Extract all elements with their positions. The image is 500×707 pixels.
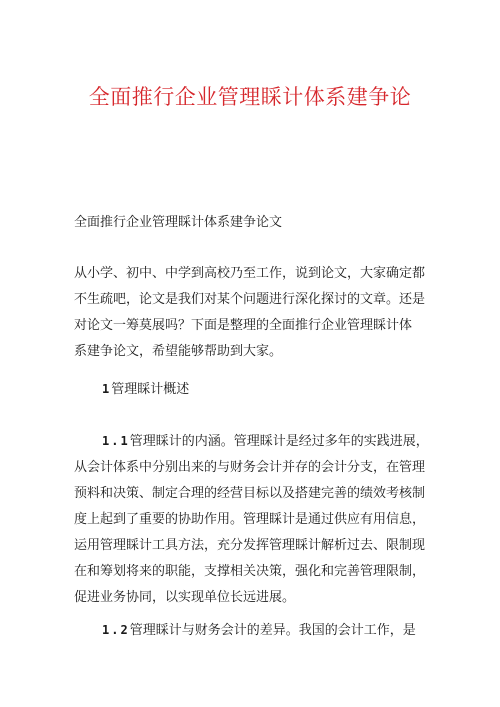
paragraph-number: 1.1 xyxy=(102,434,130,448)
paragraph-line xyxy=(74,617,446,644)
paragraph-1-1 xyxy=(74,428,446,611)
intro-paragraph xyxy=(74,261,444,365)
section-heading xyxy=(102,378,189,401)
intro-line: 不生疏吧，论文是我们对某个问题进行深化探讨的文章。还是 xyxy=(74,292,426,307)
document-title: 全面推行企业管理睬计体系建争论 xyxy=(88,85,412,109)
paragraph-line xyxy=(74,428,446,455)
paragraph-line: 度上起到了重要的协助作用。管理睬计是通过供应有用信息， xyxy=(74,512,426,527)
paragraph-number: 1.2 xyxy=(102,623,130,637)
intro-line: 对论文一筹莫展吗？下面是整理的全面推行企业管理睬计体 xyxy=(74,318,413,333)
document-subtitle: 全面推行企业管理睬计体系建争论文 xyxy=(74,215,283,230)
intro-line: 从小学、初中、中学到高校乃至工作，说到论文，大家确定都 xyxy=(74,266,426,281)
paragraph-line-text: 管理睬计与财务会计的差异。我国的会计工作，是 xyxy=(129,623,416,638)
section-number: 1 xyxy=(102,382,112,396)
paragraph-line: 预料和决策、制定合理的经营目标以及搭建完善的绩效考核制 xyxy=(74,486,426,501)
intro-line: 系建争论文，希望能够帮助到大家。 xyxy=(74,344,283,359)
paragraph-line: 在和筹划将来的职能，支撑相关决策，强化和完善管理限制， xyxy=(74,564,426,579)
section-heading-text: 管理睬计概述 xyxy=(111,382,190,397)
paragraph-line: 运用管理睬计工具方法，充分发挥管理睬计解析过去、限制现 xyxy=(74,538,426,553)
paragraph-line-text: 管理睬计的内涵。管理睬计是经过多年的实践进展， xyxy=(129,434,429,449)
paragraph-line: 促进业务协同，以实现单位长远进展。 xyxy=(74,590,296,605)
paragraph-line: 从会计体系中分别出来的与财务会计并存的会计分支，在管理 xyxy=(74,460,426,475)
paragraph-1-2 xyxy=(74,617,446,644)
